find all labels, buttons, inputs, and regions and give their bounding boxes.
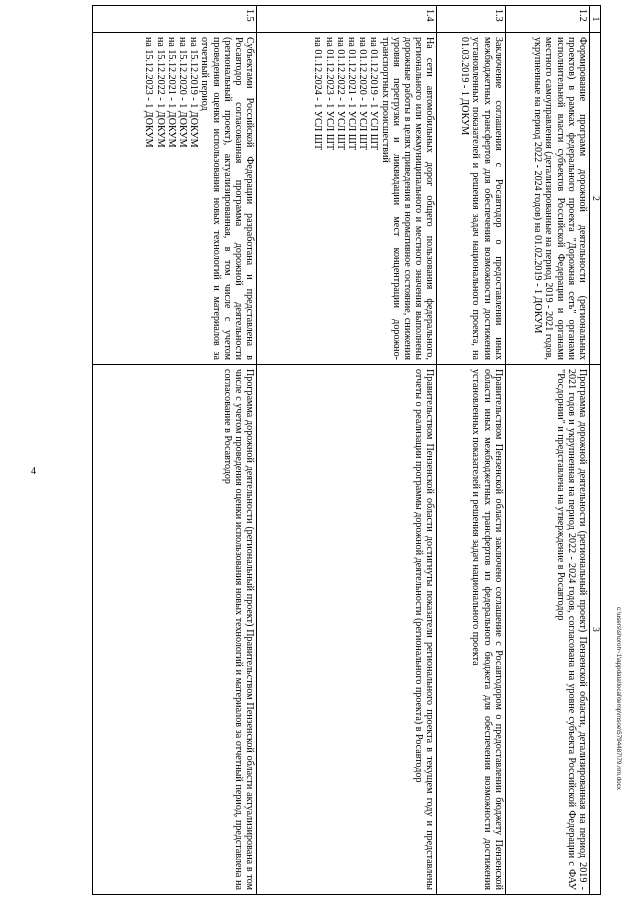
document-table-area (92, 5, 601, 890)
deadline-line: на 01.12.2024 - 1 УСЛ ШТ (312, 37, 324, 151)
rotated-table-container (92, 5, 601, 890)
deadline-line: на 01.12.2022 - 1 УСЛ ШТ (334, 37, 346, 151)
deadline-line: на 01.12.2019 - 1 УСЛ ШТ (368, 37, 380, 151)
row-number: 1.4 (257, 6, 437, 33)
event-text: Заключение соглашения с Росавтодор о предоставлении иных межбюджетных трансфертов для обеспечения возможности достижения установленных показателей и решения задач национального проекта, на 01.03.2019 - 1 ДОКУМ (459, 37, 504, 360)
deadline-line: на 15.12.2020 - 1 ДОКУМ (177, 37, 189, 148)
row-number: 1.2 (505, 6, 589, 33)
deadline-line: на 01.12.2023 - 1 УСЛ ШТ (323, 37, 335, 151)
header-col-2: 2 (590, 33, 601, 365)
row-number: 1.5 (93, 6, 257, 33)
table-header-row (590, 6, 601, 895)
result-cell: Программа дорожной деятельности (региональный проект) Пензенской области, детализированная на период 2019 - 2021 годов и укрупненная на период 2022 - 2024 годов, согласована на уровне субъекта Российской Федерации с ФАУ "Росдорнии" и представлена на утверждение в Росавтодор (505, 365, 589, 895)
event-cell (505, 33, 589, 365)
deadline-line: на 01.12.2020 - 1 УСЛ ШТ (357, 37, 369, 151)
deadline-list (143, 37, 199, 360)
result-cell: Программа дорожной деятельности (региональный проект) Правительством Пензенской области актуализирована в том числе с учетом проведения оценки использования новых технологий и материалов за отчетный период, представлена на согласование в Росавтодор (93, 365, 257, 895)
deadline-line: на 15.12.2021 - 1 ДОКУМ (165, 37, 177, 148)
header-col-1: 1 (590, 6, 601, 33)
table-row (505, 6, 589, 895)
result-cell: Правительством Пензенской области достигнуты показатели регионального проекта в текущем году и представлены отчеты о реализации программы дорожной деятельности (регионального проекта) в Росавтодор (257, 365, 437, 895)
events-table (92, 5, 601, 895)
deadline-line: на 15.12.2023 - 1 ДОКУМ (143, 37, 155, 148)
table-row (257, 6, 437, 895)
event-text: На сети автомобильных дорог общего пользования федерального, регионального или межмуниципального и местного значения выполнены дорожные работы в целях приведения в нормативное состояние, снижения уровня перегрузки и ликвидации мест концентрации дорожно-транспортных происшествий (379, 37, 436, 360)
event-cell (257, 33, 437, 365)
deadline-line: на 15.12.2022 - 1 ДОКУМ (154, 37, 166, 148)
table-row (93, 6, 257, 895)
result-cell: Правительством Пензенской области заключено соглашение с Росавтодором о предоставлении бюджету Пензенской области иных межбюджетных трансфертов из федерального бюджета для обеспечения возможности достижения установленных показателей и решения задач национального проекта (437, 365, 505, 895)
footer-file-path-area (613, 607, 623, 897)
deadline-line: на 01.12.2021 - 1 УСЛ ШТ (346, 37, 358, 151)
header-col-3: 3 (590, 365, 601, 895)
event-cell (93, 33, 257, 365)
footer-file-path: c:\users\shoroh~1\appdata\local\temp\msoe\5794487\79.nm.docx (615, 607, 622, 790)
deadline-line: на 15.12.2019 - 1 ДОКУМ (188, 37, 200, 148)
table-row (437, 6, 505, 895)
event-text: Субъектами Российской Федерации разработана и представлена в Росавтодор согласованная программа дорожной деятельности (региональный проект), актуализированная, в том числе с учетом проведения оценки использования новых технологий и материалов за отчетный период (199, 37, 256, 360)
row-number: 1.3 (437, 6, 505, 33)
event-cell (437, 33, 505, 365)
event-text: Формирование программ дорожной деятельности (региональных проектов) в рамках федерального проекта "Дорожная сеть" органами исполнительной власти субъектов Российской Федерации и органами местного самоуправления (детализированные на период 2019 - 2021 годов, укрупненные на период 2022 - 2024 годов) на 01.02.2019 - 1 ДОКУМ (532, 37, 588, 360)
deadline-list (312, 37, 379, 360)
page-number: 4 (31, 466, 36, 477)
